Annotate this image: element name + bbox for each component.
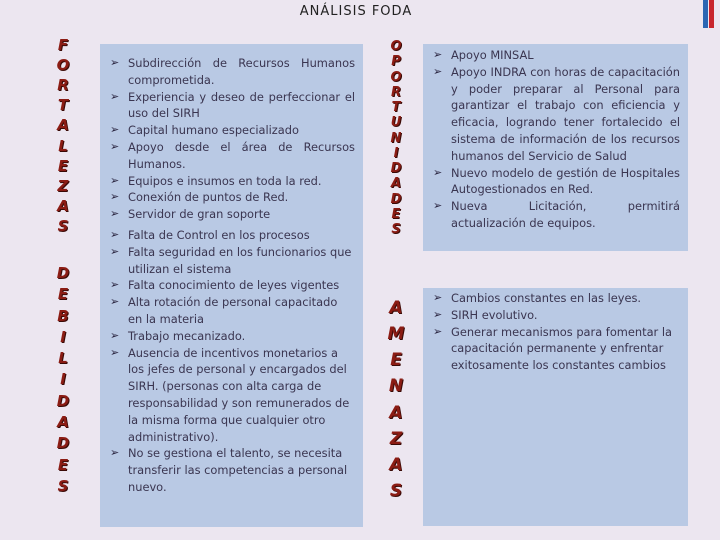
list-item-text: Apoyo MINSAL bbox=[451, 48, 534, 62]
list-item bbox=[108, 189, 355, 206]
list-item bbox=[108, 277, 355, 294]
list-item-text: Experiencia y deseo de perfeccionar el uso del SIRH bbox=[128, 89, 355, 121]
list-item bbox=[431, 290, 680, 307]
heading-fortalezas bbox=[52, 38, 74, 234]
arrow-bullet-icon: ➢ bbox=[110, 345, 120, 359]
heading-letter: R bbox=[390, 84, 401, 100]
heading-letter: F bbox=[57, 36, 69, 54]
heading-letter: S bbox=[57, 476, 69, 495]
list-item-text: Trabajo mecanizado. bbox=[128, 328, 246, 343]
heading-letter: M bbox=[387, 324, 405, 345]
list-item bbox=[108, 206, 355, 223]
arrow-bullet-icon: ➢ bbox=[433, 199, 443, 213]
list-item-text: Falta conocimiento de leyes vigentes bbox=[128, 278, 340, 293]
arrow-bullet-icon: ➢ bbox=[110, 446, 120, 460]
list-item-text: Nuevo modelo de gestión de Hospitales Autogestionados en Red. bbox=[451, 165, 680, 197]
list-item bbox=[431, 307, 680, 324]
arrow-bullet-icon: ➢ bbox=[110, 328, 120, 342]
heading-amenazas bbox=[382, 300, 410, 500]
heading-letter: L bbox=[58, 349, 68, 368]
list-item bbox=[431, 324, 680, 374]
list-item-text: Servidor de gran soporte bbox=[128, 207, 271, 222]
list-item bbox=[108, 294, 355, 328]
list-item-text: Subdirección de Recursos Humanos comprometida. bbox=[128, 56, 355, 87]
heading-letter: A bbox=[57, 413, 69, 432]
amenazas-box bbox=[423, 288, 688, 526]
list-item-text: Alta rotación de personal capacitado en la materia bbox=[128, 295, 338, 326]
heading-letter: O bbox=[390, 39, 402, 54]
heading-letter: S bbox=[391, 222, 401, 237]
heading-letter: L bbox=[58, 136, 68, 155]
arrow-bullet-icon: ➢ bbox=[110, 207, 120, 221]
arrow-bullet-icon: ➢ bbox=[110, 139, 120, 153]
list-item bbox=[108, 328, 355, 345]
arrow-bullet-icon: ➢ bbox=[433, 324, 443, 338]
list-item-text: SIRH evolutivo. bbox=[451, 307, 538, 322]
list-item-text: Conexión de puntos de Red. bbox=[128, 190, 289, 205]
arrow-bullet-icon: ➢ bbox=[110, 56, 120, 69]
arrow-bullet-icon: ➢ bbox=[433, 64, 443, 78]
heading-letter: N bbox=[388, 376, 404, 397]
arrow-bullet-icon: ➢ bbox=[110, 173, 120, 187]
heading-letter: O bbox=[56, 56, 70, 75]
heading-letter: R bbox=[57, 76, 69, 95]
list-item bbox=[108, 244, 355, 278]
arrow-bullet-icon: ➢ bbox=[433, 307, 443, 321]
accent-bar-red bbox=[709, 0, 714, 28]
list-item-text: Apoyo desde el área de Recursos Humanos. bbox=[128, 139, 355, 171]
heading-letter: A bbox=[57, 116, 69, 135]
heading-letter: T bbox=[57, 96, 69, 115]
heading-letter: D bbox=[56, 264, 70, 282]
heading-letter: D bbox=[56, 391, 70, 410]
arrow-bullet-icon: ➢ bbox=[110, 295, 120, 309]
heading-letter: E bbox=[390, 350, 402, 371]
oportunidades-box bbox=[423, 44, 688, 251]
heading-letter: S bbox=[389, 480, 403, 501]
heading-letter: N bbox=[390, 130, 402, 146]
heading-letter: I bbox=[60, 327, 66, 346]
list-item bbox=[108, 139, 355, 173]
heading-letter: A bbox=[389, 402, 403, 423]
arrow-bullet-icon: ➢ bbox=[110, 278, 120, 292]
amenazas-list bbox=[431, 290, 680, 374]
heading-debilidades bbox=[52, 266, 74, 494]
list-item bbox=[431, 198, 680, 232]
list-item bbox=[108, 445, 355, 495]
heading-letter: B bbox=[57, 306, 69, 325]
list-item bbox=[431, 165, 680, 199]
list-item bbox=[108, 122, 355, 139]
list-item-text: Nueva Licitación, permitirá actualización de equipos. bbox=[451, 199, 680, 230]
heading-letter: Z bbox=[57, 176, 69, 195]
arrow-bullet-icon: ➢ bbox=[110, 190, 120, 204]
heading-letter: E bbox=[57, 455, 69, 474]
heading-letter: A bbox=[389, 454, 403, 475]
debilidades-box bbox=[100, 224, 363, 527]
list-item-text: Equipos e insumos en toda la red. bbox=[128, 173, 322, 188]
heading-letter: E bbox=[57, 156, 69, 175]
heading-letter: E bbox=[57, 285, 69, 304]
list-item-text: Apoyo INDRA con horas de capacitación y poder preparar al Personal para garantizar el trabajo con eficiencia y eficacia, logrando tener fortalecido el sistema de información de los recursos humanos del Servicio de Salud bbox=[451, 64, 680, 163]
debilidades-list bbox=[108, 227, 355, 496]
heading-letter: S bbox=[57, 216, 69, 235]
list-item bbox=[108, 173, 355, 190]
heading-letter: E bbox=[391, 206, 401, 222]
heading-letter: U bbox=[390, 115, 402, 131]
heading-letter: T bbox=[391, 100, 401, 115]
arrow-bullet-icon: ➢ bbox=[110, 228, 120, 241]
arrow-bullet-icon: ➢ bbox=[110, 123, 120, 137]
list-item bbox=[431, 64, 680, 165]
arrow-bullet-icon: ➢ bbox=[110, 89, 120, 103]
list-item-text: Cambios constantes en las leyes. bbox=[451, 291, 642, 305]
heading-letter: D bbox=[390, 191, 402, 207]
heading-letter: Z bbox=[389, 428, 403, 449]
list-item bbox=[108, 55, 355, 89]
heading-letter: D bbox=[390, 161, 402, 176]
list-item-text: Falta de Control en los procesos bbox=[128, 228, 310, 242]
accent-bar-blue bbox=[703, 0, 708, 28]
heading-letter: I bbox=[393, 145, 399, 161]
heading-letter: A bbox=[57, 196, 69, 215]
arrow-bullet-icon: ➢ bbox=[433, 165, 443, 179]
list-item bbox=[431, 47, 680, 64]
heading-letter: D bbox=[56, 434, 70, 453]
list-item-text: Capital humano especializado bbox=[128, 123, 299, 138]
oportunidades-list bbox=[431, 47, 680, 232]
arrow-bullet-icon: ➢ bbox=[433, 291, 443, 304]
list-item-text: No se gestiona el talento, se necesita transferir las competencias a personal nuevo. bbox=[128, 446, 348, 494]
heading-letter: P bbox=[391, 54, 401, 70]
heading-oportunidades bbox=[384, 40, 408, 236]
heading-letter: A bbox=[389, 298, 403, 318]
list-item-text: Falta seguridad en los funcionarios que utilizan el sistema bbox=[128, 244, 352, 276]
list-item bbox=[108, 345, 355, 446]
heading-letter: A bbox=[390, 176, 402, 192]
heading-letter: I bbox=[60, 370, 66, 389]
list-item-text: Ausencia de incentivos monetarios a los jefes de personal y encargados del SIRH. (personas con alta carga de responsabilidad y son remunerados de la misma forma que cualquier otro administrativo). bbox=[128, 345, 350, 444]
arrow-bullet-icon: ➢ bbox=[110, 244, 120, 258]
page-title: ANÁLISIS FODA bbox=[299, 4, 413, 19]
list-item bbox=[108, 227, 355, 244]
heading-letter: O bbox=[390, 69, 402, 85]
fortalezas-list bbox=[108, 55, 355, 223]
list-item bbox=[108, 89, 355, 123]
fortalezas-box bbox=[100, 44, 363, 234]
arrow-bullet-icon: ➢ bbox=[433, 48, 443, 61]
list-item-text: Generar mecanismos para fomentar la capacitación permanente y enfrentar exitosamente los constantes cambios bbox=[451, 324, 673, 373]
